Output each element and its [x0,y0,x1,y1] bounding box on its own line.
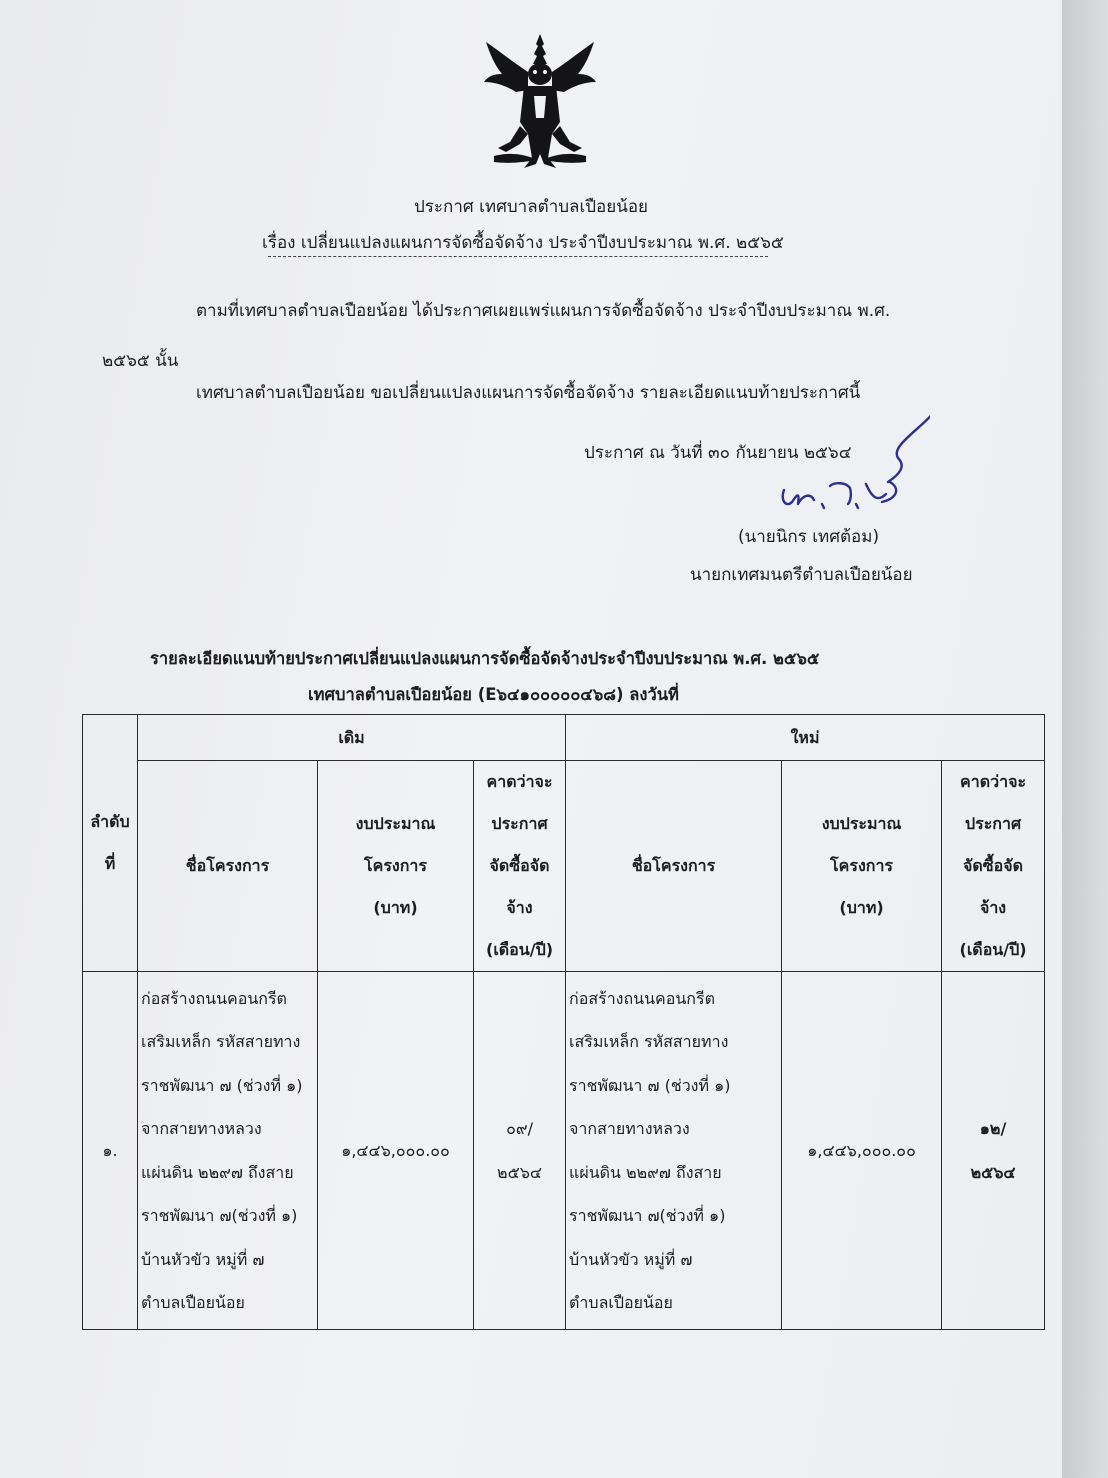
announce-line: ประกาศ เทศบาลตำบลเปือยน้อย [414,197,649,217]
paragraph-1-line-1: ตามที่เทศบาลตำบลเปือยน้อย ได้ประกาศเผยแพร่แผนการจัดซื้อจัดจ้าง ประจำปีงบประมาณ พ.ศ. [196,301,891,321]
header-group-old: เดิม [138,715,566,761]
signer-name: (นายนิกร เทศต้อม) [738,527,880,547]
header-new-project: ชื่อโครงการ [566,761,782,972]
row-new-month: ๑๒/ ๒๕๖๔ [942,972,1045,1330]
row-new-project: ก่อสร้างถนนคอนกรีต เสริมเหล็ก รหัสสายทาง ราชพัฒนา ๗ (ช่วงที่ ๑) จากสายทางหลวง แผ่นดิน ๒๒๙๗ ถึงสาย ราชพัฒนา ๗(ช่วงที่ ๑) บ้านหัวขัว หมู่ที่ ๗ ตำบลเปือยน้อย [566,972,782,1330]
attachment-subtitle: เทศบาลตำบลเปือยน้อย (E๖๔๑๐๐๐๐๐๔๖๘) ลงวันที่ [308,685,679,704]
signer-position: นายกเทศมนตรีตำบลเปือยน้อย [690,565,913,585]
paragraph-2: เทศบาลตำบลเปือยน้อย ขอเปลี่ยนแปลงแผนการจัดซื้อจัดจ้าง รายละเอียดแนบท้ายประกาศนี้ [196,383,861,403]
header-old-budget: งบประมาณ โครงการ (บาท) [318,761,474,972]
row-old-project: ก่อสร้างถนนคอนกรีต เสริมเหล็ก รหัสสายทาง ราชพัฒนา ๗ (ช่วงที่ ๑) จากสายทางหลวง แผ่นดิน ๒๒๙๗ ถึงสาย ราชพัฒนา ๗(ช่วงที่ ๑) บ้านหัวขัว หมู่ที่ ๗ ตำบลเปือยน้อย [138,972,318,1330]
row-old-budget: ๑,๔๔๖,๐๐๐.๐๐ [318,972,474,1330]
row-new-budget: ๑,๔๔๖,๐๐๐.๐๐ [782,972,942,1330]
header-new-budget: งบประมาณ โครงการ (บาท) [782,761,942,972]
header-new-month: คาดว่าจะ ประกาศ จัดซื้อจัด จ้าง (เดือน/ปี) [942,761,1045,972]
header-group-new: ใหม่ [566,715,1045,761]
row-old-month: ๐๙/ ๒๕๖๔ [474,972,566,1330]
handwritten-signature [770,400,930,520]
paragraph-1-line-2: ๒๕๖๕ นั้น [102,351,179,371]
subject-line: เรื่อง เปลี่ยนแปลงแผนการจัดซื้อจัดจ้าง ประจำปีงบประมาณ พ.ศ. ๒๕๖๕ [262,233,784,253]
row-item-no: ๑. [83,972,138,1330]
table-row [83,972,1045,1330]
garuda-emblem-icon [480,30,600,180]
header-old-month: คาดว่าจะ ประกาศ จัดซื้อจัด จ้าง (เดือน/ปี) [474,761,566,972]
procurement-change-table [82,714,1045,1330]
header-old-project: ชื่อโครงการ [138,761,318,972]
page-edge [1062,0,1108,1478]
header-item-no: ลำดับ ที่ [83,715,138,972]
announce-date: ประกาศ ณ วันที่ ๓๐ กันยายน ๒๕๖๔ [584,443,852,463]
subject-underline [268,256,768,257]
attachment-title: รายละเอียดแนบท้ายประกาศเปลี่ยนแปลงแผนการจัดซื้อจัดจ้างประจำปีงบประมาณ พ.ศ. ๒๕๖๕ [150,649,820,668]
